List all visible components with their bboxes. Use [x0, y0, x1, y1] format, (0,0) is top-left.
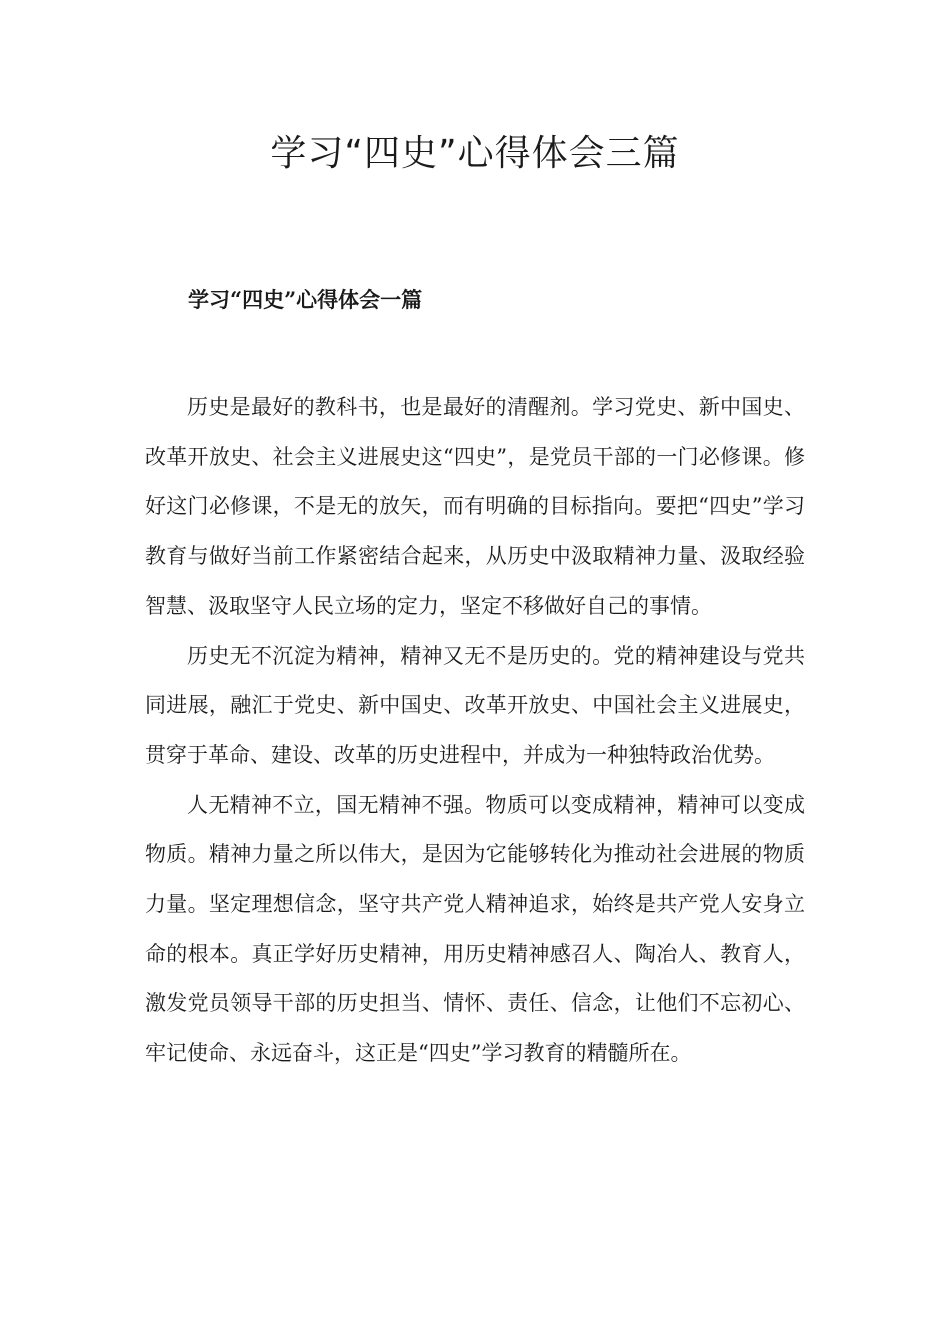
section-heading: 学习“四史”心得体会一篇	[188, 287, 423, 312]
paragraph: 历史是最好的教科书，也是最好的清醒剂。学习党史、新中国史、改革开放史、社会主义进展史这“四史”，是党员干部的一门必修课。修好这门必修课，不是无的放矢，而有明确的目标指向。要把“四史”学习教育与做好当前工作紧密结合起来，从历史中汲取精神力量、汲取经验智慧、汲取坚守人民立场的定力，坚定不移做好自己的事情。	[145, 395, 805, 618]
paragraph: 历史无不沉淀为精神，精神又无不是历史的。党的精神建设与党共同进展，融汇于党史、新中国史、改革开放史、中国社会主义进展史，贯穿于革命、建设、改革的历史进程中，并成为一种独特政治优势。	[145, 643, 805, 767]
document-title: 学习“四史”心得体会三篇	[270, 133, 680, 174]
body-text	[145, 383, 805, 1079]
paragraph: 人无精神不立，国无精神不强。物质可以变成精神，精神可以变成物质。精神力量之所以伟大，是因为它能够转化为推动社会进展的物质力量。坚定理想信念，坚守共产党人精神追求，始终是共产党人安身立命的根本。真正学好历史精神，用历史精神感召人、陶冶人、教育人，激发党员领导干部的历史担当、情怀、责任、信念，让他们不忘初心、牢记使命、永远奋斗，这正是“四史”学习教育的精髓所在。	[145, 792, 805, 1066]
